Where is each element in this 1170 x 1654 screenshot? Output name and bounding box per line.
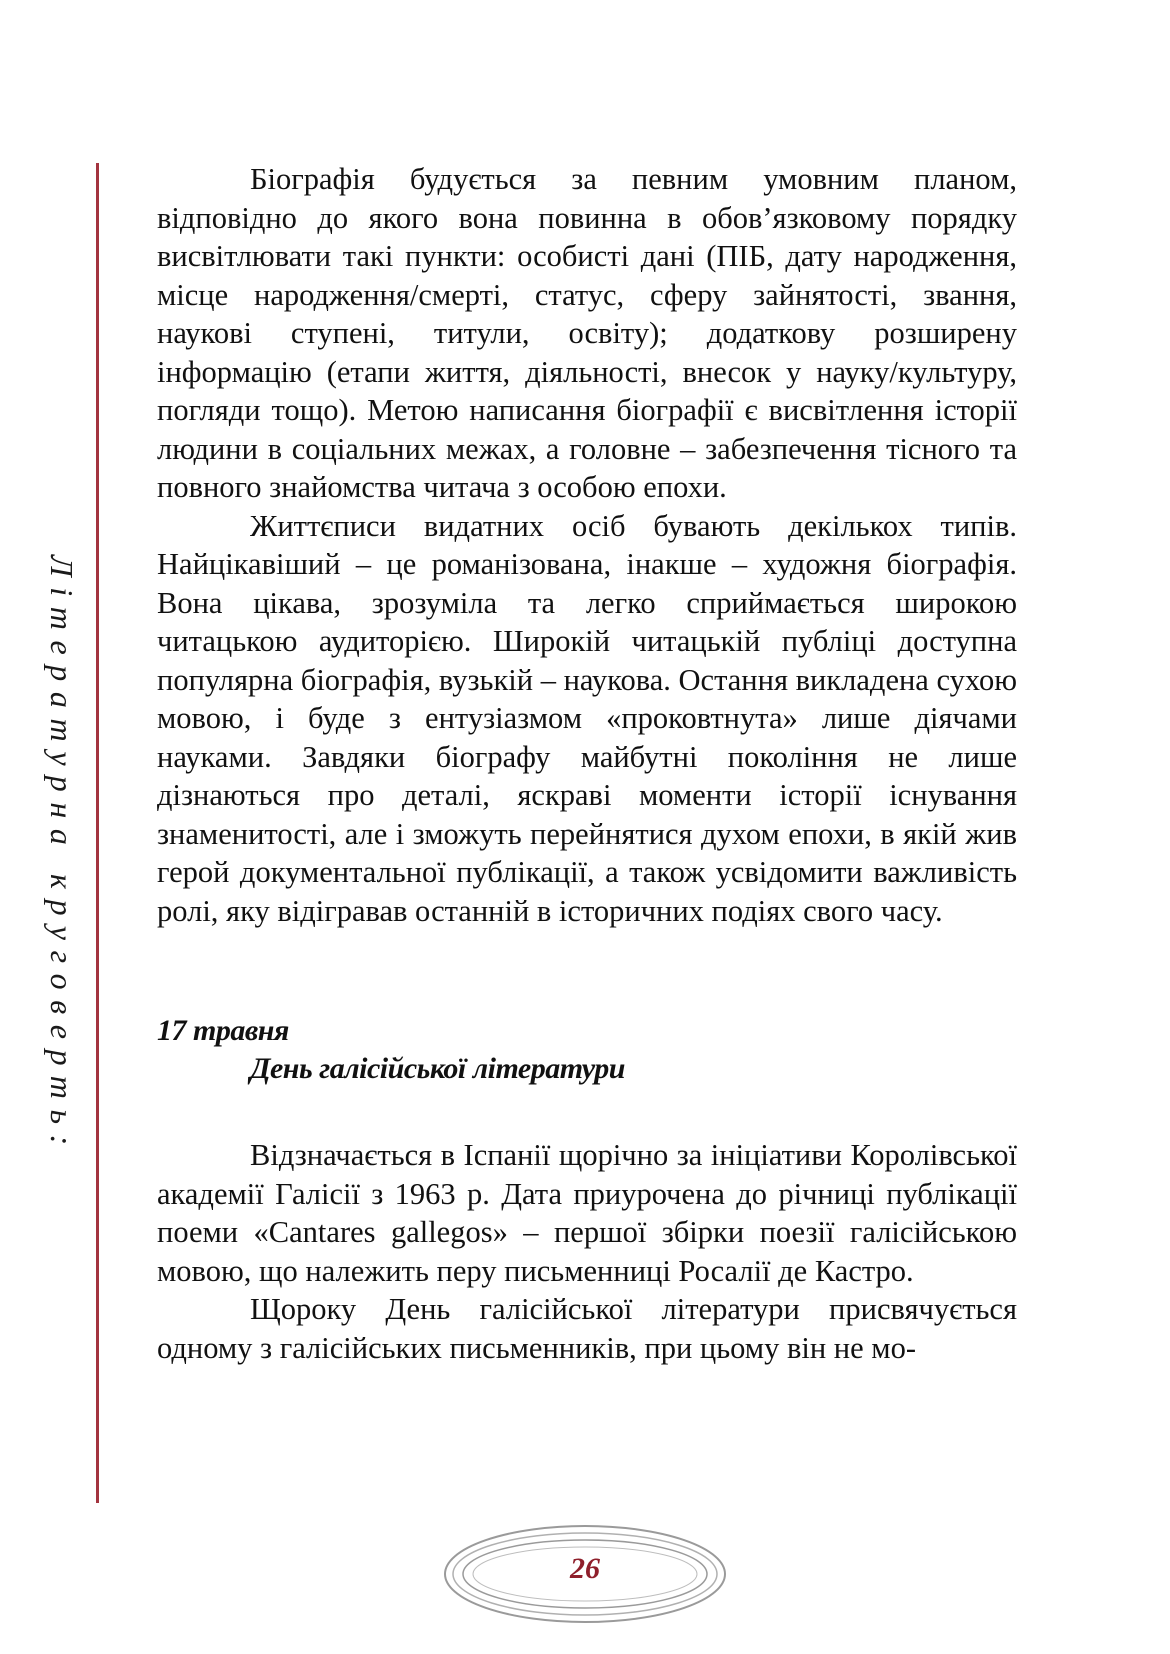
section-title: День галісійської літератури: [250, 1052, 625, 1085]
body-paragraph-2: Життєписи видатних осіб бувають декількох типів. Найцікавіший – це романізована, інакше – художня біографія. Вона цікава, зрозуміла та легко сприймається широкою читацькою аудиторією. Широкій читацькій публіці доступна популярна біографія, вузькій – наукова. Остання викладена сухою мовою, і буде з ентузіазмом «проковтнута» лише діячами науками. Завдяки біографу майбутні покоління не лише дізнаються про деталі, яскраві моменти історії існування знаменитості, але і зможуть перейнятися духом епохи, в якій жив герой документальної публікації, а також усвідомити важливість ролі, яку відігравав останній в історичних подіях свого часу.: [157, 508, 1017, 928]
running-title-text: Літературна круговерть:: [44, 555, 80, 1156]
section-paragraph-2: Щороку День галісійської літератури присвячується одному з галісійських письменників, при цьому він не мо-: [157, 1292, 1017, 1365]
main-content: [157, 160, 1017, 1367]
running-title: [44, 555, 120, 1156]
section-body: [157, 1136, 1017, 1367]
section-date: 17 травня: [157, 1014, 289, 1047]
date-section: [157, 1012, 1017, 1367]
body-paragraph-1: Біографія будується за певним умовним планом, відповідно до якого вона повинна в обов’язковому порядку висвітлювати такі пункти: особисті дані (ПІБ, дату народження, місце народження/смерті, статус, сферу зайнятості, звання, наукові ступені, титули, освіту); додаткову розширену інформацію (етапи життя, діяльності, внесок у науку/культуру, погляди тощо). Метою написання біографії є висвітлення історії людини в соціальних межах, а головне – забезпечення тісного та повного знайомства читача з особою епохи.: [157, 162, 1017, 504]
page-number: 26: [570, 1552, 600, 1585]
section-paragraph-1: Відзначається в Іспанії щорічно за ініціативи Королівської академії Галісії з 1963 р. Дата приурочена до річниці публікації поеми «Cantares gallegos» – першої збірки поезії галісійською мовою, що належить перу письменниці Росалії де Кастро.: [157, 1138, 1017, 1288]
